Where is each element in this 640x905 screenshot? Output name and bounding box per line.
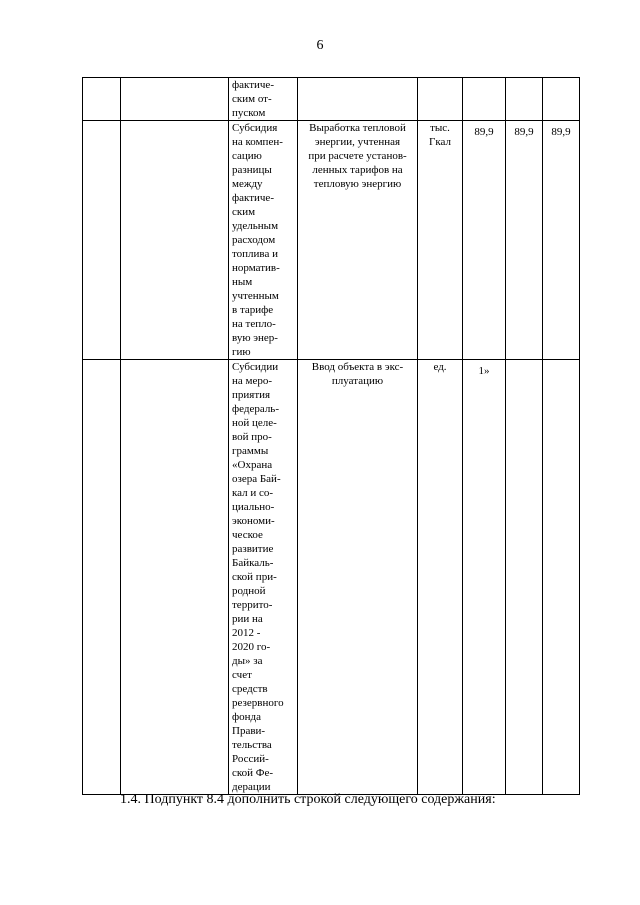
table-cell <box>229 78 298 121</box>
table-cell <box>418 360 463 795</box>
table-cell <box>543 360 580 795</box>
table-cell <box>463 121 506 360</box>
table-cell <box>418 78 463 121</box>
table-cell <box>83 360 121 795</box>
table-cell <box>83 121 121 360</box>
table-cell <box>463 360 506 795</box>
table-cell <box>121 360 229 795</box>
table-cell <box>543 121 580 360</box>
table-cell <box>121 78 229 121</box>
table-row <box>83 121 580 360</box>
subsidy-name: Субсидия на компен- сацию разницы между фактиче- ским удельным расходом топлива и норматив- ным учтенным в тарифе на тепло- вую энер- гию <box>232 122 283 358</box>
indicator-name: Выработка тепловой энергии, учтенная при расчете установ- ленных тарифов на тепловую энергию <box>308 122 407 190</box>
table-row <box>83 360 580 795</box>
table-cell <box>298 121 418 360</box>
table-cell <box>121 121 229 360</box>
table-row <box>83 78 580 121</box>
unit-label: тыс. Гкал <box>428 122 451 148</box>
page-number: 6 <box>316 38 324 53</box>
indicator-name: Ввод объекта в экс- плуатацию <box>311 361 404 387</box>
table-cell <box>229 360 298 795</box>
amendment-text: 1.4. Подпункт 8.4 дополнить строкой следующего содержания: <box>120 792 496 807</box>
subsidy-name: Субсидии на меро- приятия федераль- ной целе- вой про- граммы «Охрана озера Бай- кал и со- циально- экономи- ческое развитие Байкаль- ской при- родной террито- рии на 2012 - 2020 го- ды» за счет средств резервного фонда Прави- тельства Россий- ской Фе- дерации <box>232 361 284 793</box>
table-cell <box>506 360 543 795</box>
table-cell <box>418 121 463 360</box>
value: 89,9 <box>551 126 571 138</box>
table-cell <box>543 78 580 121</box>
subsidy-name: фактиче- ским от- пуском <box>232 79 274 119</box>
table-cell <box>506 121 543 360</box>
value: 89,9 <box>474 126 494 138</box>
value: 1» <box>478 365 490 377</box>
table-cell <box>229 121 298 360</box>
table-cell <box>506 78 543 121</box>
table-cell <box>298 78 418 121</box>
unit-label: ед. <box>433 361 447 373</box>
table-cell <box>83 78 121 121</box>
table-cell <box>298 360 418 795</box>
table-cell <box>463 78 506 121</box>
value: 89,9 <box>514 126 534 138</box>
document-table <box>82 77 580 795</box>
